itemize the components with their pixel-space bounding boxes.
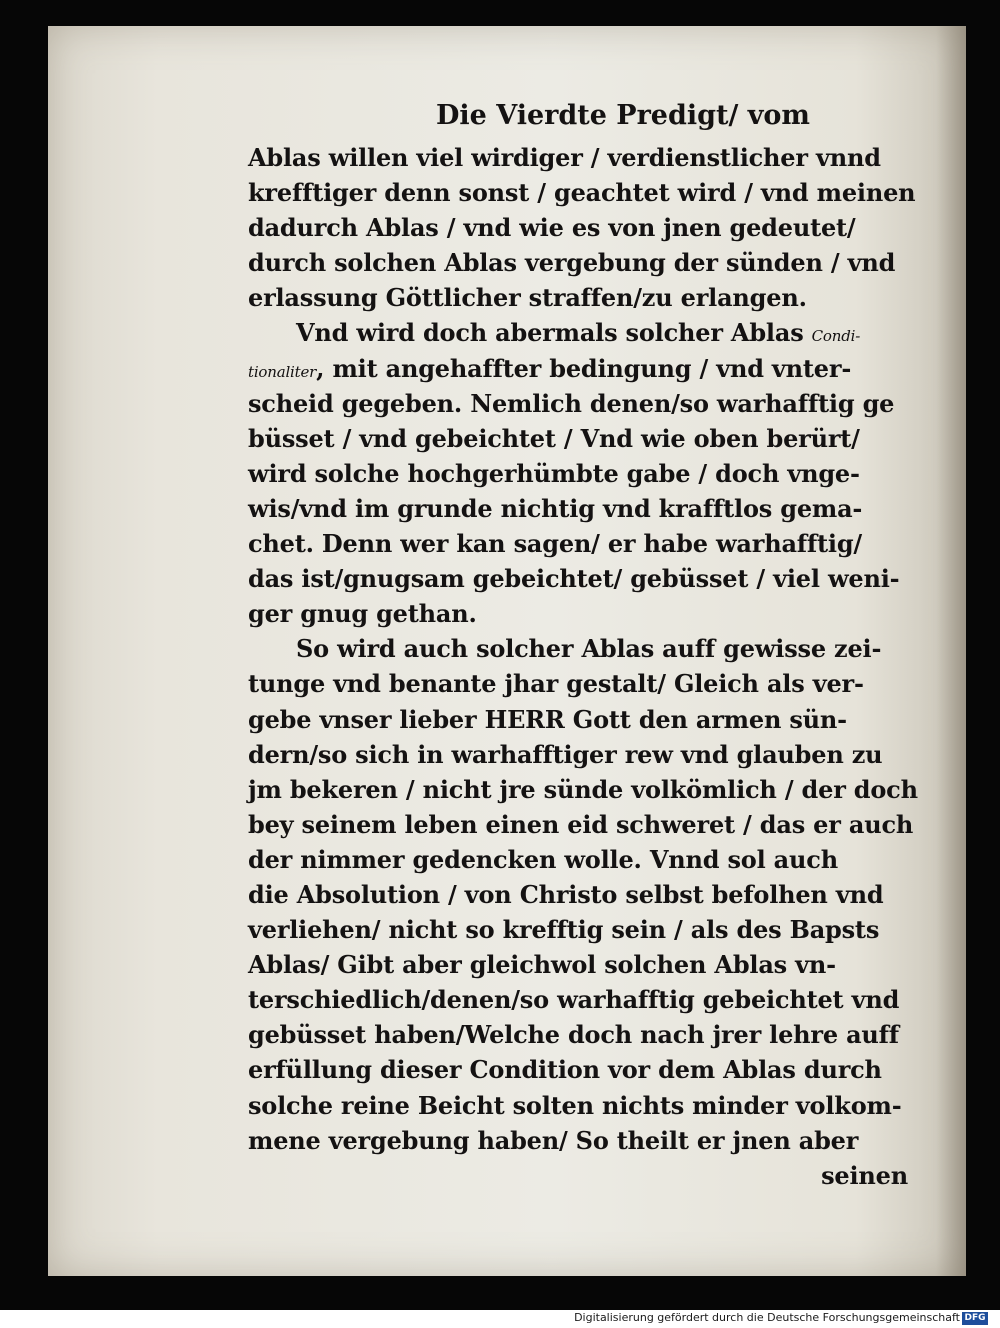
text-line: scheid gegeben. Nemlich denen/so warhafftig ge bbox=[248, 388, 895, 418]
text-line: wis/vnd im grunde nichtig vnd krafftlos gema- bbox=[248, 493, 863, 523]
text-line: jm bekeren / nicht jre sünde volkömlich / der doch bbox=[248, 774, 918, 804]
text-line: gebe vnser lieber HERR Gott den armen sün- bbox=[248, 704, 847, 734]
page-gutter-shadow bbox=[936, 26, 966, 1276]
text-line: verliehen/ nicht so krefftig sein / als des Bapsts bbox=[248, 915, 880, 945]
text-line: dadurch Ablas / vnd wie es von jnen gedeutet/ bbox=[248, 213, 856, 243]
text-line: mene vergebung haben/ So theilt er jnen aber bbox=[248, 1125, 859, 1155]
text-line: tionaliter, mit angehaffter bedingung / vnd vnter- bbox=[248, 353, 852, 383]
text-line: ger gnug gethan. bbox=[248, 599, 477, 629]
text-line: büsset / vnd gebeichtet / Vnd wie oben berürt/ bbox=[248, 423, 860, 453]
text-line: Ablas/ Gibt aber gleichwol solchen Ablas vn- bbox=[248, 950, 836, 980]
text-line: chet. Denn wer kan sagen/ er habe warhafftig/ bbox=[248, 529, 862, 559]
text-block bbox=[248, 96, 918, 1193]
text-line: tunge vnd benante jhar gestalt/ Gleich als ver- bbox=[248, 669, 864, 699]
dfg-logo-icon: DFG bbox=[962, 1312, 988, 1325]
text-line: wird solche hochgerhümbte gabe / doch vnge- bbox=[248, 458, 860, 488]
marginal-note: tionaliter bbox=[248, 362, 317, 381]
text-line: Vnd wird doch abermals solcher Ablas Condi- bbox=[296, 318, 861, 348]
catchword: seinen bbox=[821, 1160, 908, 1190]
text-line: solche reine Beicht solten nichts minder volkom- bbox=[248, 1090, 902, 1120]
text-line: dern/so sich in warhafftiger rew vnd glauben zu bbox=[248, 739, 883, 769]
footer-bar bbox=[0, 1310, 1000, 1328]
text-line: erlassung Göttlicher straffen/zu erlangen. bbox=[248, 283, 807, 313]
text-line: durch solchen Ablas vergebung der sünden / vnd bbox=[248, 248, 896, 278]
footer-credit: Digitalisierung gefördert durch die Deutsche Forschungsgemeinschaft bbox=[574, 1311, 960, 1324]
text-line: der nimmer gedencken wolle. Vnnd sol auch bbox=[248, 844, 838, 874]
book-page bbox=[48, 26, 966, 1276]
running-head: Die Vierdte Predigt/ vom bbox=[435, 100, 811, 131]
text-line: terschiedlich/denen/so warhafftig gebeichtet vnd bbox=[248, 985, 900, 1015]
text-line: erfüllung dieser Condition vor dem Ablas durch bbox=[248, 1055, 882, 1085]
text-line: gebüsset haben/Welche doch nach jrer lehre auff bbox=[248, 1020, 899, 1050]
text-line: die Absolution / von Christo selbst befolhen vnd bbox=[248, 879, 884, 909]
marginal-note: Condi- bbox=[811, 327, 861, 346]
text-line: das ist/gnugsam gebeichtet/ gebüsset / viel weni- bbox=[248, 564, 900, 594]
text-line: bey seinem leben einen eid schweret / das er auch bbox=[248, 809, 914, 839]
text-line: Ablas willen viel wirdiger / verdienstlicher vnnd bbox=[248, 143, 881, 172]
text-line: So wird auch solcher Ablas auff gewisse zei- bbox=[296, 634, 882, 664]
text-line: krefftiger denn sonst / geachtet wird / vnd meinen bbox=[248, 178, 916, 208]
